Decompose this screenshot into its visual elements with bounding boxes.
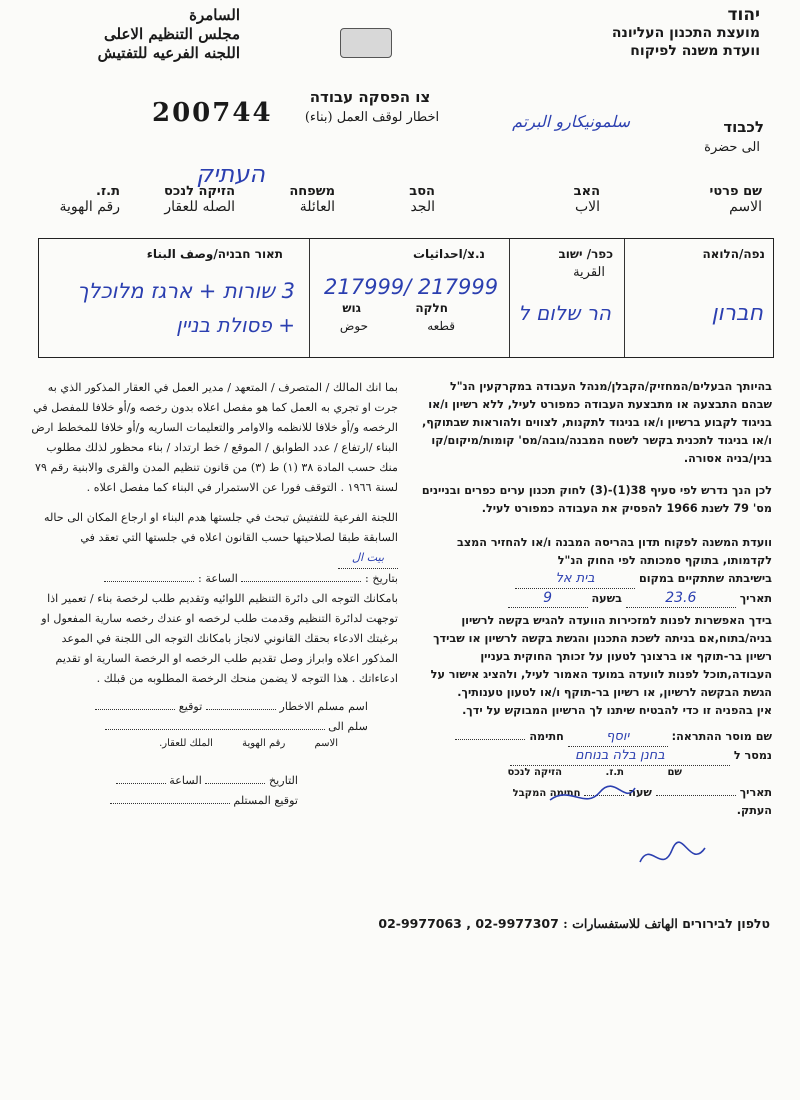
- field-id-he: ת.ז.: [96, 184, 120, 199]
- village-label: כפר/ ישוב: [558, 247, 613, 261]
- hebrew-relation-label: הזיקה לנכס: [507, 767, 563, 778]
- hebrew-name-label: שם: [667, 767, 682, 778]
- hebrew-header-line3: וועדת משנה לפיקוח: [630, 43, 760, 59]
- field-first-name-he: שם פרטי: [709, 184, 762, 199]
- arabic-hour-field: [104, 581, 194, 582]
- hebrew-deliverer-value: יוסף: [568, 728, 668, 747]
- hebrew-date-value: 23.6: [626, 589, 736, 608]
- hebrew-deliverer-line: [420, 728, 772, 747]
- hebrew-delivered-to-label: נמסר ל: [733, 749, 772, 762]
- field-relation-he: הזיקה לנכס: [164, 184, 235, 199]
- arabic-signature-field: [95, 709, 175, 710]
- building-description-label: תאור חבניה/وصف البناء: [146, 247, 283, 261]
- field-first-name-ar: الاسم: [729, 199, 762, 215]
- personal-details-row: [20, 184, 780, 228]
- field-id: [30, 184, 120, 215]
- hebrew-hour-label: בשעה: [591, 592, 622, 605]
- hebrew-delivered-to-value: בחנן בלה בנוחם: [510, 747, 730, 766]
- parcel-label: חלקה: [415, 301, 448, 315]
- hebrew-meeting-date-line: [420, 589, 772, 608]
- arabic-date2-line: [28, 771, 398, 791]
- hebrew-body: [420, 378, 772, 820]
- block-label-arabic: حوض: [339, 319, 368, 333]
- building-description-line2: + פסולת בניין: [176, 313, 295, 337]
- arabic-hour-label: الساعة :: [198, 572, 238, 585]
- divider: [624, 239, 625, 357]
- building-description-line1: 3 שורות + ארגז מלוכלך: [77, 279, 295, 303]
- hebrew-delivered-to-line: [420, 747, 772, 766]
- order-title-hebrew: צו הפסקה עבודה: [309, 88, 431, 106]
- arabic-authority-header: [30, 6, 240, 63]
- arabic-meeting-place: بيت ال: [338, 548, 398, 569]
- arabic-date2-label: التاريخ: [268, 774, 298, 787]
- field-grandfather-he: הסב: [409, 184, 435, 199]
- arabic-name-label: الاسم: [314, 738, 338, 749]
- hebrew-paragraph-4: בידך האפשרות לפנות למזכירות הוועדה להגיש בקשה לרשיון בניה/בתוח,אם בניתה לשכת התכנון והגשת בקשה לרשיון או שבידך רשיון בר-תוקף או ברצונך לטעון על זכותך החוקית בעניין העבודה,תוכל לפנות לוועדה במועד האמור לעיל, ולהציג אישור על הגשת הבקשה לרשיון, או רשיון בר-תוקף ו/או לטעון טענותיך.: [430, 614, 772, 699]
- village-handwritten: הר שלום ל: [518, 301, 611, 325]
- field-father-ar: الاب: [574, 199, 600, 215]
- field-father: [520, 184, 600, 215]
- block-label: גוש: [342, 301, 361, 315]
- recipient-label-hebrew: לכבוד: [723, 118, 764, 136]
- field-grandfather-ar: الجد: [410, 199, 435, 215]
- hebrew-date2-label: תאריך: [739, 786, 772, 799]
- arabic-recipient-fields: [28, 737, 398, 751]
- arabic-id-label: رقم الهوية: [242, 738, 286, 749]
- field-family: [255, 184, 335, 215]
- coords-handwritten: 217999/ 217999: [324, 275, 499, 299]
- arabic-relation-label: الملك للعقار.: [159, 738, 213, 749]
- arabic-hour2-label: الساعة: [169, 774, 202, 787]
- arabic-date2-field: [205, 783, 265, 784]
- divider: [509, 239, 510, 357]
- document-number: 200744: [152, 98, 273, 128]
- field-family-he: משפחה: [289, 184, 335, 199]
- hebrew-meeting-place-value: בית אל: [515, 570, 635, 589]
- village-label-arabic: القرية: [573, 265, 605, 280]
- arabic-header-line3: اللجنه الفرعيه للتفتيش: [97, 44, 240, 62]
- seal-stamp-icon: [340, 28, 392, 58]
- hebrew-meeting-place-line: [420, 570, 772, 589]
- footer-phone-line: [110, 916, 770, 931]
- hebrew-hour-value: 9: [508, 589, 588, 608]
- hebrew-paragraph-3: וועדת המשנה לפקוח תדון בהריסה המבנה ו/או להחזיר המצב לקדמותו, בתוקף סמכותה לפי החוק הנ"ל: [457, 536, 772, 567]
- hebrew-date-label: תאריך: [739, 592, 772, 605]
- arabic-body: [28, 378, 398, 811]
- hebrew-signature-label: חתימה: [529, 730, 564, 743]
- hebrew-authority-header: [460, 6, 760, 60]
- field-family-ar: العائلة: [299, 199, 335, 215]
- recipient-label-arabic: الى حضرة: [704, 140, 760, 155]
- arabic-paragraph-1: بما انك المالك / المتصرف / المتعهد / مدير العمل في العقار المذكور الذي به جرت او تجري به العمل كما هو مفصل اعلاه بدون رخصه و/أو خلافا للمفصل في الرخصه و/أو خلافا للانظمه والاوامر والتعليمات الساريه و/أو خلافا للمخطط ارض البناء /ارتفاع / عدد الطوابق / الموقع / خط ارتداد / بناء محظور لذلك مطلوب منك حسب المادة ٣٨ (١) ط (٣) من قانون تنظيم المدن والقرى والابنية رقم ٧٩ لسنة ١٩٦٦ . التوقف فورا عن الاستمرار في البناء كما مفصل اعلاه .: [31, 381, 398, 494]
- hebrew-deliverer-label: שם מוסר ההתראה:: [671, 730, 772, 743]
- arabic-receiver-sig-label: توقيع المستلم: [233, 794, 298, 807]
- property-details-box: [38, 238, 774, 358]
- hebrew-receiver-sig-label: חתימה המקבל: [512, 788, 581, 799]
- arabic-paragraph-2-text: اللجنة الفرعية للتفتيش تبحث في جلستها هدم البناء او ارجاع المكان الى حاله السابقة طبقا لصلاحيتها حسب القانون اعلاه في جلستها التي تعقد في: [44, 511, 398, 544]
- arabic-date-label: بتاريخ :: [365, 572, 398, 585]
- hebrew-paragraph-5: אין בהפניה זו כדי להבטיח שיתנו לך הרשיון המבוקש על ידך.: [462, 704, 772, 717]
- arabic-date-field: [241, 581, 361, 582]
- hebrew-hour2-label: שעה: [628, 786, 652, 799]
- field-father-he: האב: [573, 184, 600, 199]
- hebrew-copy-label: העתק.: [736, 804, 772, 817]
- district-handwritten: חברון: [711, 301, 763, 326]
- footer-phone-numbers: 02-9977063 , 02-9977307: [378, 916, 559, 931]
- signature-scribble-icon: [540, 780, 720, 880]
- hebrew-signature-field: [455, 739, 525, 740]
- hebrew-paragraph-2: לכן הנך נדרש לפי סעיף 38(1)-(3) לחוק תכנון ערים כפרים ובניינים מס' 79 לשנת 1966 להפסיק את העבודה כמפורט לעיל.: [421, 484, 772, 515]
- order-title-arabic: اخطار لوقف العمل (بناء): [304, 110, 440, 125]
- hebrew-id-label: ת.ז.: [605, 767, 624, 778]
- hebrew-header-line1: יהוד: [727, 5, 760, 25]
- hebrew-meeting-place-label: בישיבתה שתתקיים במקום: [638, 572, 772, 585]
- field-first-name: [652, 184, 762, 215]
- arabic-receiver-sig-field: [110, 803, 230, 804]
- arabic-receiver-sig-line: [28, 791, 398, 811]
- recipient-handwritten-name: سلمونيكارو البرتم: [512, 112, 630, 131]
- arabic-date-line: [28, 569, 398, 589]
- arabic-paragraph-2: [28, 508, 398, 569]
- arabic-delivered-to-field: [105, 729, 325, 730]
- footer-phone-label-ar: الهاتف للاستفسارات :: [563, 916, 678, 931]
- divider: [309, 239, 310, 357]
- coords-label: נ.צ/احداثيات: [413, 247, 485, 261]
- arabic-deliverer-label: اسم مسلم الاخطار: [279, 700, 368, 713]
- arabic-paragraph-3: بامكانك التوجه الى دائرة التنظيم اللوائيه وتقديم طلب لرخصة بناء / تعمير اذا توجهت لدائرة التنظيم وقدمت طلب لرخصه او عندك رخصه سارية المفعول او برغبتك الادعاء بحقك القانوني لانجاز بامكانك التوجه الى اللجنة في الموعد المذكور اعلاه وابراز وصل تقديم طلب الرخصه او الرخصة السارية او تقديم ادعاءاتك . هذا التوجه لا يضمن منحك الرخصة المطلوبه من قبلك .: [41, 592, 398, 685]
- handwritten-top-note: העתיק: [196, 160, 265, 188]
- arabic-deliverer-line: [28, 697, 398, 717]
- hebrew-paragraph-1: בהיותך הבעלים/המחזיק/הקבלן/מנהל העבודה במקרקעין הנ"ל שבהם התבצעה או מתבצעת העבודה כמפורט לעיל, ללא רשיון ו/או בניגוד לקבוע ברשיון ו/או בניגוד לתקנות, לצווים ולהוראות שבתוקף, ו/או בניגוד לתכנית בקשר לשטח המבנה/גובה/מס' קומות/מיקום/קו בנין/בניה אסורה.: [421, 380, 772, 465]
- hebrew-recipient-fields: [420, 766, 772, 780]
- field-relation: [135, 184, 235, 215]
- arabic-deliverer-field: [206, 709, 276, 710]
- field-id-ar: رقم الهوية: [59, 199, 120, 215]
- arabic-hour2-field: [116, 783, 166, 784]
- district-label: נפה/הלואה: [702, 247, 765, 261]
- arabic-header-line2: مجلس التنظيم الاعلى: [104, 25, 240, 43]
- footer-phone-label-he: טלפון לבירורים: [682, 916, 770, 931]
- field-grandfather: [355, 184, 435, 215]
- arabic-signature-label: توقيع: [178, 700, 203, 713]
- arabic-delivered-to-label: سلم الى: [328, 720, 368, 733]
- arabic-delivered-to-line: [28, 717, 398, 737]
- arabic-header-line1: السامرة: [189, 6, 240, 24]
- hebrew-header-line2: מועצת התכנון העליונה: [611, 25, 760, 41]
- parcel-label-arabic: قطعه: [427, 319, 455, 333]
- field-relation-ar: الصله للعقار: [164, 199, 235, 215]
